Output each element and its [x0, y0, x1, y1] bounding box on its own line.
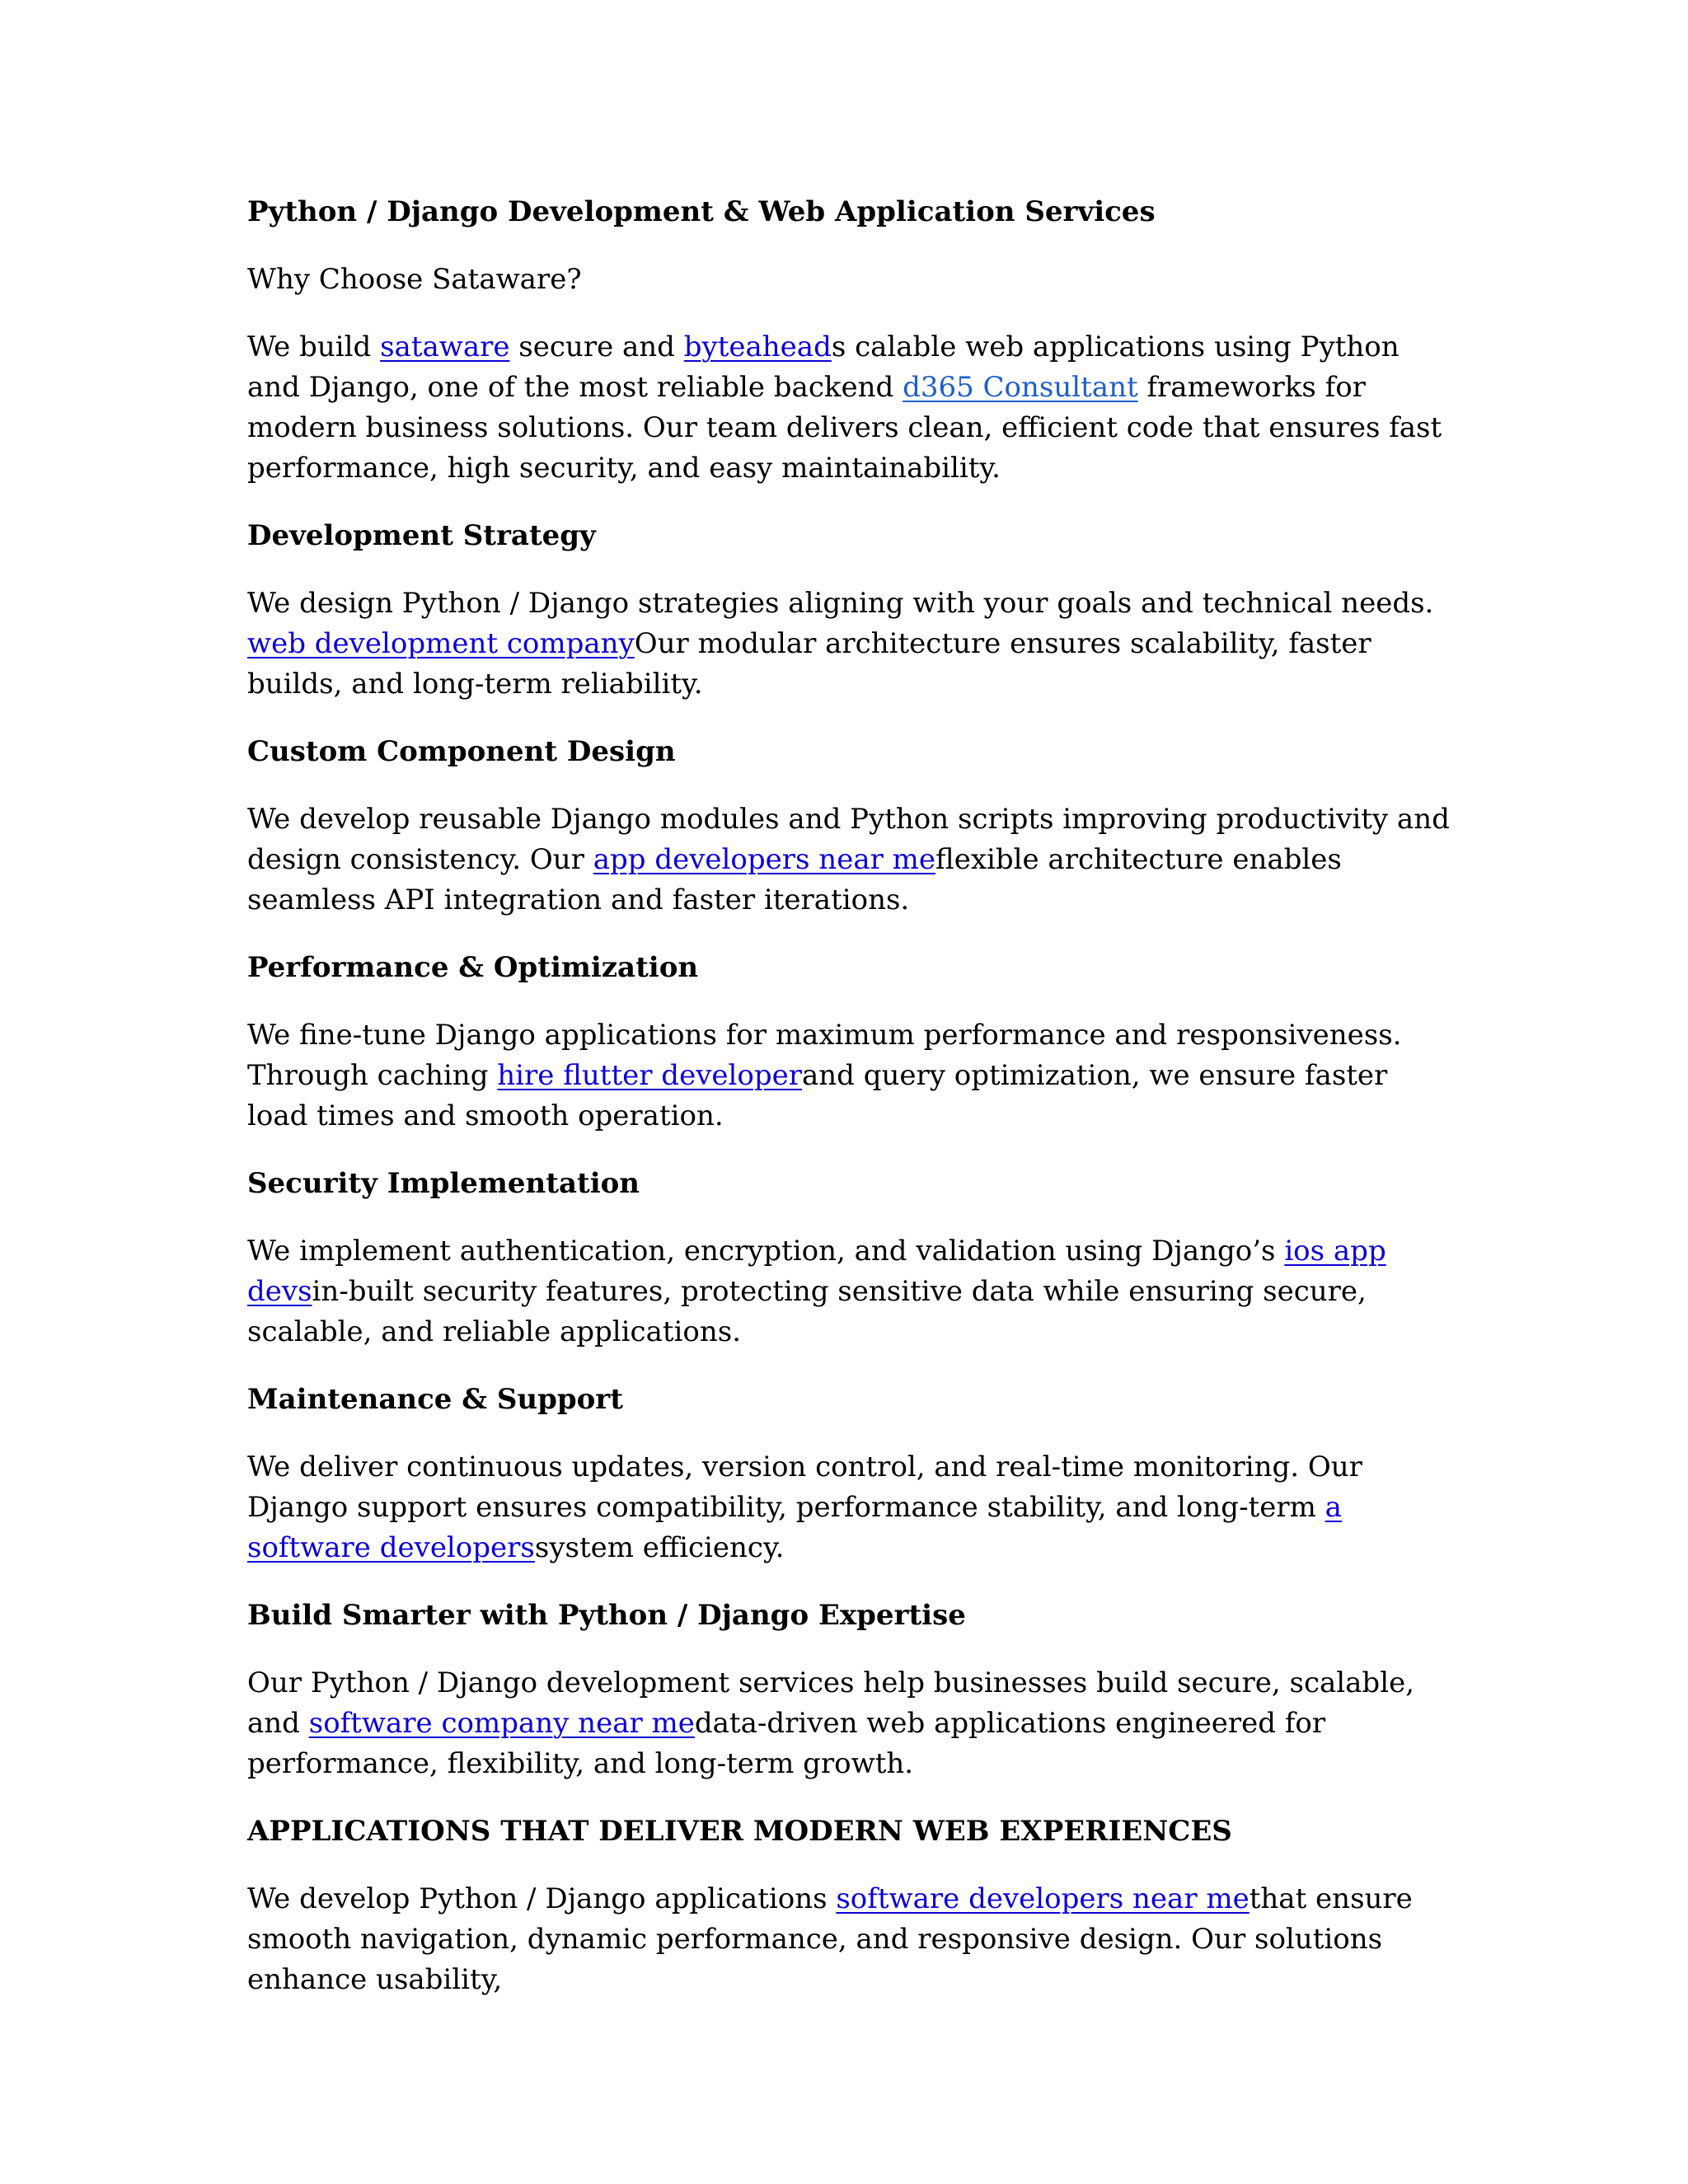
hire-flutter-developer-link[interactable]: hire flutter developer [497, 1059, 802, 1092]
section-paragraph-maintenance-support [247, 1447, 1451, 1568]
byteahead-link[interactable]: byteahead [683, 330, 832, 363]
section-text-after: system efficiency. [534, 1531, 785, 1564]
a-software-developers-link[interactable]: a software developers [247, 1491, 1342, 1564]
section-text-before: We develop reusable Django modules and Python scripts improving productivity and design consistency. Our [247, 803, 1450, 876]
section-paragraph-custom-component-design [247, 799, 1451, 921]
section-text-before: We deliver continuous updates, version control, and real-time monitoring. Our Django support ensures compatibility, performance stability, and long-term [247, 1451, 1362, 1524]
intro-text-4: frameworks for modern business solutions. Our team delivers clean, efficient code that ensures fast performance, high security, and easy maintainability. [247, 371, 1442, 485]
section-text-before: We implement authentication, encryption, and validation using Django’s [247, 1235, 1285, 1268]
document-title: Python / Django Development & Web Application Services [247, 195, 1156, 228]
intro-text-1: We build [247, 330, 381, 363]
section-text-after: Our modular architecture ensures scalability, faster builds, and long-term reliability. [247, 627, 1372, 701]
web-development-company-link[interactable]: web development company [247, 627, 635, 660]
section-text-after: flexible architecture enables seamless API integration and faster iterations. [247, 843, 1342, 916]
section-text-after: in-built security features, protecting sensitive data while ensuring secure, scalable, and reliable applications. [247, 1275, 1367, 1348]
intro-text-3: s calable web applications using Python and Django, one of the most reliable backend [247, 330, 1400, 404]
software-company-near-me-link[interactable]: software company near me [308, 1707, 695, 1740]
section-paragraph-build-smarter [247, 1663, 1451, 1784]
section-text-before: Our Python / Django development services help businesses build secure, scalable, and [247, 1666, 1414, 1740]
section-paragraph-applications [247, 1879, 1451, 2000]
section-text-after: that ensure smooth navigation, dynamic performance, and responsive design. Our solutions enhance usability, [247, 1882, 1413, 1996]
section-paragraph-development-strategy [247, 583, 1451, 705]
document-body [247, 192, 1451, 2027]
section-paragraph-security-implementation [247, 1231, 1451, 1352]
intro-heading: Why Choose Sataware? [247, 263, 582, 296]
software-developers-near-me-link[interactable]: software developers near me [836, 1882, 1250, 1915]
section-text-before: We fine-tune Django applications for maximum performance and responsiveness. Through caching [247, 1019, 1402, 1092]
section-text-after: and query optimization, we ensure faster load times and smooth operation. [247, 1059, 1388, 1132]
section-heading-applications: APPLICATIONS THAT DELIVER MODERN WEB EXPERIENCES [247, 1815, 1232, 1848]
section-paragraph-performance-optimization [247, 1015, 1451, 1137]
section-heading-maintenance-support: Maintenance & Support [247, 1383, 623, 1416]
sataware-link[interactable]: sataware [380, 330, 510, 363]
app-developers-near-me-link[interactable]: app developers near me [593, 843, 936, 876]
section-heading-development-strategy: Development Strategy [247, 519, 596, 552]
section-heading-build-smarter: Build Smarter with Python / Django Expertise [247, 1599, 966, 1632]
section-heading-custom-component-design: Custom Component Design [247, 735, 676, 768]
intro-paragraph [247, 327, 1451, 489]
intro-text-2: secure and [509, 330, 684, 363]
d365-consultant-link[interactable]: d365 Consultant [903, 371, 1138, 404]
section-text-before: We develop Python / Django applications [247, 1882, 837, 1915]
section-text-after: data-driven web applications engineered for performance, flexibility, and long-term growth. [247, 1707, 1326, 1780]
ios-app-devs-link[interactable]: ios app devs [247, 1235, 1386, 1308]
section-text-before: We design Python / Django strategies aligning with your goals and technical needs. [247, 587, 1434, 620]
section-heading-security-implementation: Security Implementation [247, 1167, 640, 1200]
section-heading-performance-optimization: Performance & Optimization [247, 951, 699, 984]
